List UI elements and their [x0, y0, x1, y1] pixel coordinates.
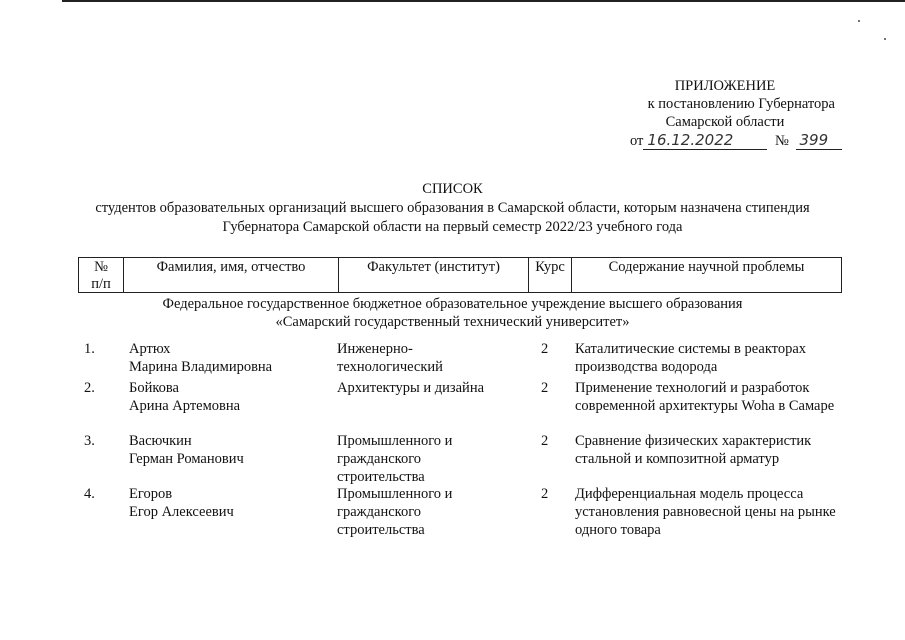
- organization-heading: [60, 295, 845, 331]
- row-topic: Дифференциальная модель процесса установления равновесной цены на рынке одного товара: [575, 486, 836, 538]
- header-topic: Содержание научной проблемы: [608, 259, 805, 275]
- row-faculty: Архитектуры и дизайна: [337, 380, 485, 396]
- document-title-block: [60, 180, 845, 237]
- row-course: 2: [541, 486, 549, 502]
- decree-date-number: [630, 131, 842, 150]
- row-num: 1.: [84, 341, 95, 357]
- row-topic: Применение технологий и разработок современной архитектуры Woha в Самаре: [575, 380, 835, 414]
- row-name: Артюх Марина Владимировна: [129, 341, 273, 375]
- document-title: СПИСОК: [422, 181, 483, 197]
- document-subtitle-line-2: Губернатора Самарской области на первый семестр 2022/23 учебного года: [222, 219, 683, 235]
- scan-top-border: [62, 0, 905, 2]
- header-faculty: Факультет (институт): [339, 258, 529, 292]
- row-name: Егоров Егор Алексеевич: [129, 486, 234, 520]
- handwritten-number: 399: [796, 131, 842, 150]
- organization-line-2: «Самарский государственный технический университет»: [275, 314, 630, 330]
- row-course: 2: [541, 380, 549, 396]
- attachment-title: ПРИЛОЖЕНИЕ: [674, 78, 776, 94]
- row-num: 2.: [84, 380, 95, 396]
- header-num: № п/п: [79, 258, 124, 292]
- row-course: 2: [541, 341, 549, 357]
- row-name: Бойкова Арина Артемовна: [129, 380, 241, 414]
- handwritten-date: 16.12.2022: [643, 131, 767, 150]
- attachment-line-1: к постановлению Губернатора: [647, 96, 835, 112]
- row-faculty: Промышленного и гражданского строительства: [337, 486, 453, 538]
- row-course: 2: [541, 433, 549, 449]
- scan-speck: [884, 38, 886, 40]
- row-topic: Каталитические системы в реакторах производства водорода: [575, 341, 807, 375]
- date-prefix: от: [630, 133, 644, 149]
- row-num: 3.: [84, 433, 95, 449]
- attachment-line-2: Самарской области: [665, 114, 785, 130]
- scan-speck: [858, 20, 860, 22]
- number-prefix: №: [775, 133, 789, 149]
- row-faculty: Промышленного и гражданского строительства: [337, 433, 453, 485]
- header-course: Курс: [529, 258, 572, 292]
- header-name: Фамилия, имя, отчество: [124, 258, 339, 292]
- document-subtitle-line-1: студентов образовательных организаций высшего образования в Самарской области, которым назначена стипендия: [95, 200, 810, 216]
- attachment-block: [575, 77, 835, 131]
- row-topic: Сравнение физических характеристик стальной и композитной арматур: [575, 433, 812, 467]
- row-num: 4.: [84, 486, 95, 502]
- table-header: [78, 257, 842, 293]
- row-name: Васючкин Герман Романович: [129, 433, 244, 467]
- organization-line-1: Федеральное государственное бюджетное образовательное учреждение высшего образования: [162, 296, 743, 312]
- row-faculty: Инженерно- технологический: [337, 341, 443, 375]
